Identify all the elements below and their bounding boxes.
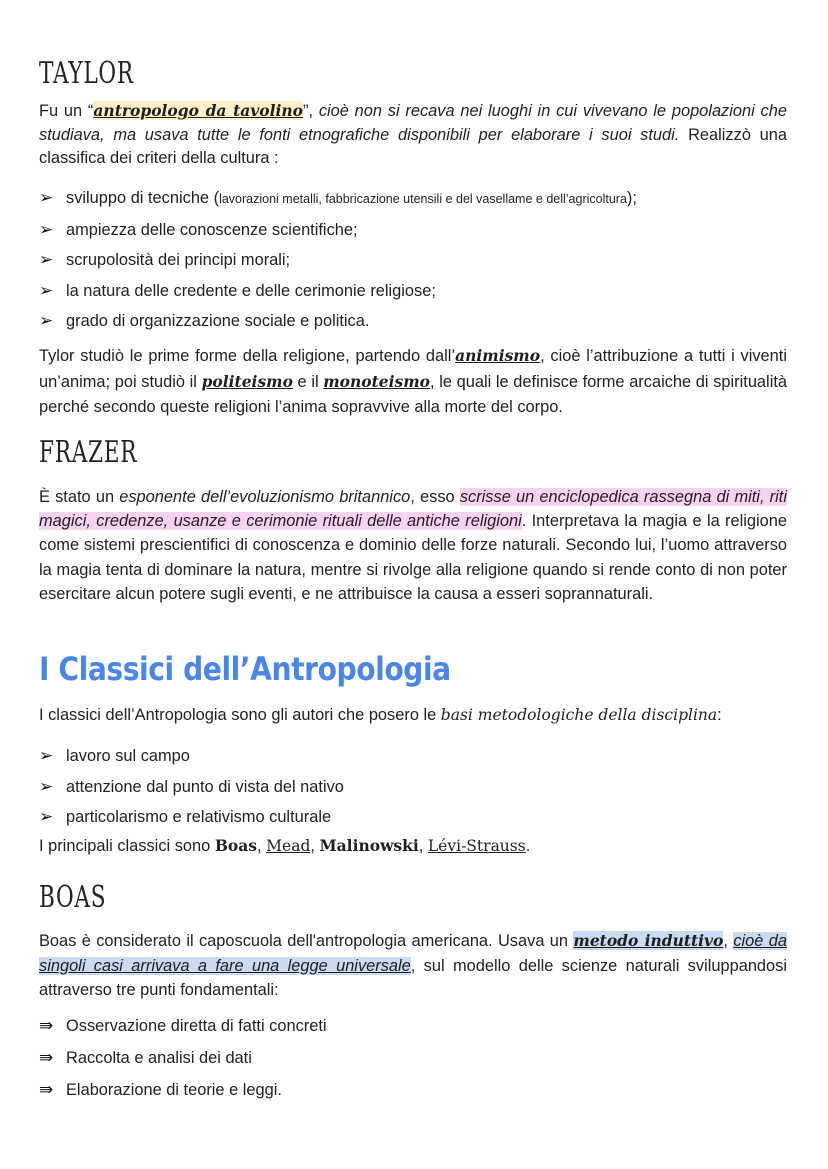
arrowhead-bullet-icon: ➢ (39, 188, 54, 207)
arrowhead-bullet-icon: ➢ (39, 250, 54, 269)
politeismo-term: politeismo (201, 372, 293, 391)
arrowhead-bullet-icon: ➢ (39, 746, 54, 765)
animismo-term: animismo (455, 346, 541, 365)
culture-criteria-list (39, 183, 787, 337)
triple-arrow-bullet-icon: ⇛ (39, 1048, 54, 1067)
taylor-heading: TAYLOR (39, 56, 134, 91)
classici-method-list (39, 741, 787, 833)
antropologo-da-tavolino-term: antropologo da tavolino (93, 101, 304, 120)
frazer-heading: FRAZER (39, 435, 138, 470)
boas-paragraph: Boas è considerato il caposcuola dell'antropologia americana. Usava un metodo induttivo, cioè da singoli casi arrivava a fare una legge universale, sul modello delle scienze naturali sviluppandosi attraverso tre punti fondamentali: (39, 931, 788, 999)
frazer-paragraph: È stato un esponente dell’evoluzionismo britannico, esso scrisse un enciclopedica rassegna di miti, riti magici, credenze, usanze e cerimonie rituali delle antiche religioni. Interpretava la magia e la religione come sistemi prescientifici di conoscenza e dominio delle forze naturali. Secondo lui, l’uomo attraverso la magia tenta di dominare la natura, mentre si rivolge alla religione quando si rende conto di non poter esercitare alcun potere sugli eventi, e ne attribuisce la causa a esseri soprannaturali. (39, 488, 787, 603)
list-item: ➢ grado di organizzazione sociale e politica. (39, 306, 787, 337)
highlighted-phrase: scrisse un enciclopedica rassegna di miti, riti magici, credenze, usanze e cerimonie rituali delle antiche religioni (39, 488, 787, 531)
arrowhead-bullet-icon: ➢ (39, 807, 54, 826)
arrowhead-bullet-icon: ➢ (39, 219, 54, 239)
triple-arrow-bullet-icon: ⇛ (39, 1016, 54, 1035)
taylor-religion-paragraph: Tylor studiò le prime forme della religione, partendo dall’animismo, cioè l’attribuzione a tutti i viventi un’anima; poi studiò il politeismo e il monoteismo, le quali le definisce forme arcaiche di spiritualità perché secondo queste religioni l’anima sopravvive alla morte del corpo. (39, 346, 787, 416)
list-item: ➢ la natura delle credente e delle cerimonie religiose; (39, 276, 787, 307)
boas-heading: BOAS (39, 880, 107, 915)
classici-authors-paragraph: I principali classici sono Boas, Mead, Malinowski, Lévi-Strauss. (39, 836, 531, 855)
list-item: ⇛ Osservazione diretta di fatti concreti (39, 1010, 787, 1042)
highlighted-phrase: cioè da singoli casi arrivava a fare una legge universale (39, 932, 788, 975)
list-item: ➢ attenzione dal punto di vista del nativo (39, 772, 787, 803)
classici-intro-paragraph: I classici dell’Antropologia sono gli autori che posero le basi metodologiche della disciplina: (39, 706, 722, 724)
triple-arrow-bullet-icon: ⇛ (39, 1080, 54, 1099)
list-item: ➢ lavoro sul campo (39, 741, 787, 772)
boas-points-list (39, 1010, 787, 1106)
arrowhead-bullet-icon: ➢ (39, 311, 54, 330)
arrowhead-bullet-icon: ➢ (39, 776, 54, 796)
list-item: ➢ sviluppo di tecniche (lavorazioni metalli, fabbricazione utensili e del vasellame e dell’agricoltura); (39, 183, 787, 215)
list-item: ➢ particolarismo e relativismo culturale (39, 802, 787, 833)
arrowhead-bullet-icon: ➢ (39, 280, 54, 300)
metodo-induttivo-term: metodo induttivo (573, 931, 724, 950)
list-item: ➢ scrupolosità dei principi morali; (39, 245, 787, 276)
taylor-intro-paragraph: Fu un “antropologo da tavolino”, cioè non si recava nei luoghi in cui vivevano le popolazioni che studiava, ma usava tutte le fonti etnografiche disponibili per elaborare i suoi studi. Realizzò una classifica dei criteri della cultura : (39, 101, 787, 167)
monoteismo-term: monoteismo (323, 372, 430, 391)
list-item: ➢ ampiezza delle conoscenze scientifiche; (39, 215, 787, 246)
list-item: ⇛ Elaborazione di teorie e leggi. (39, 1074, 787, 1106)
list-item: ⇛ Raccolta e analisi dei dati (39, 1042, 787, 1074)
classici-heading: I Classici dell’Antropologia (39, 650, 451, 688)
